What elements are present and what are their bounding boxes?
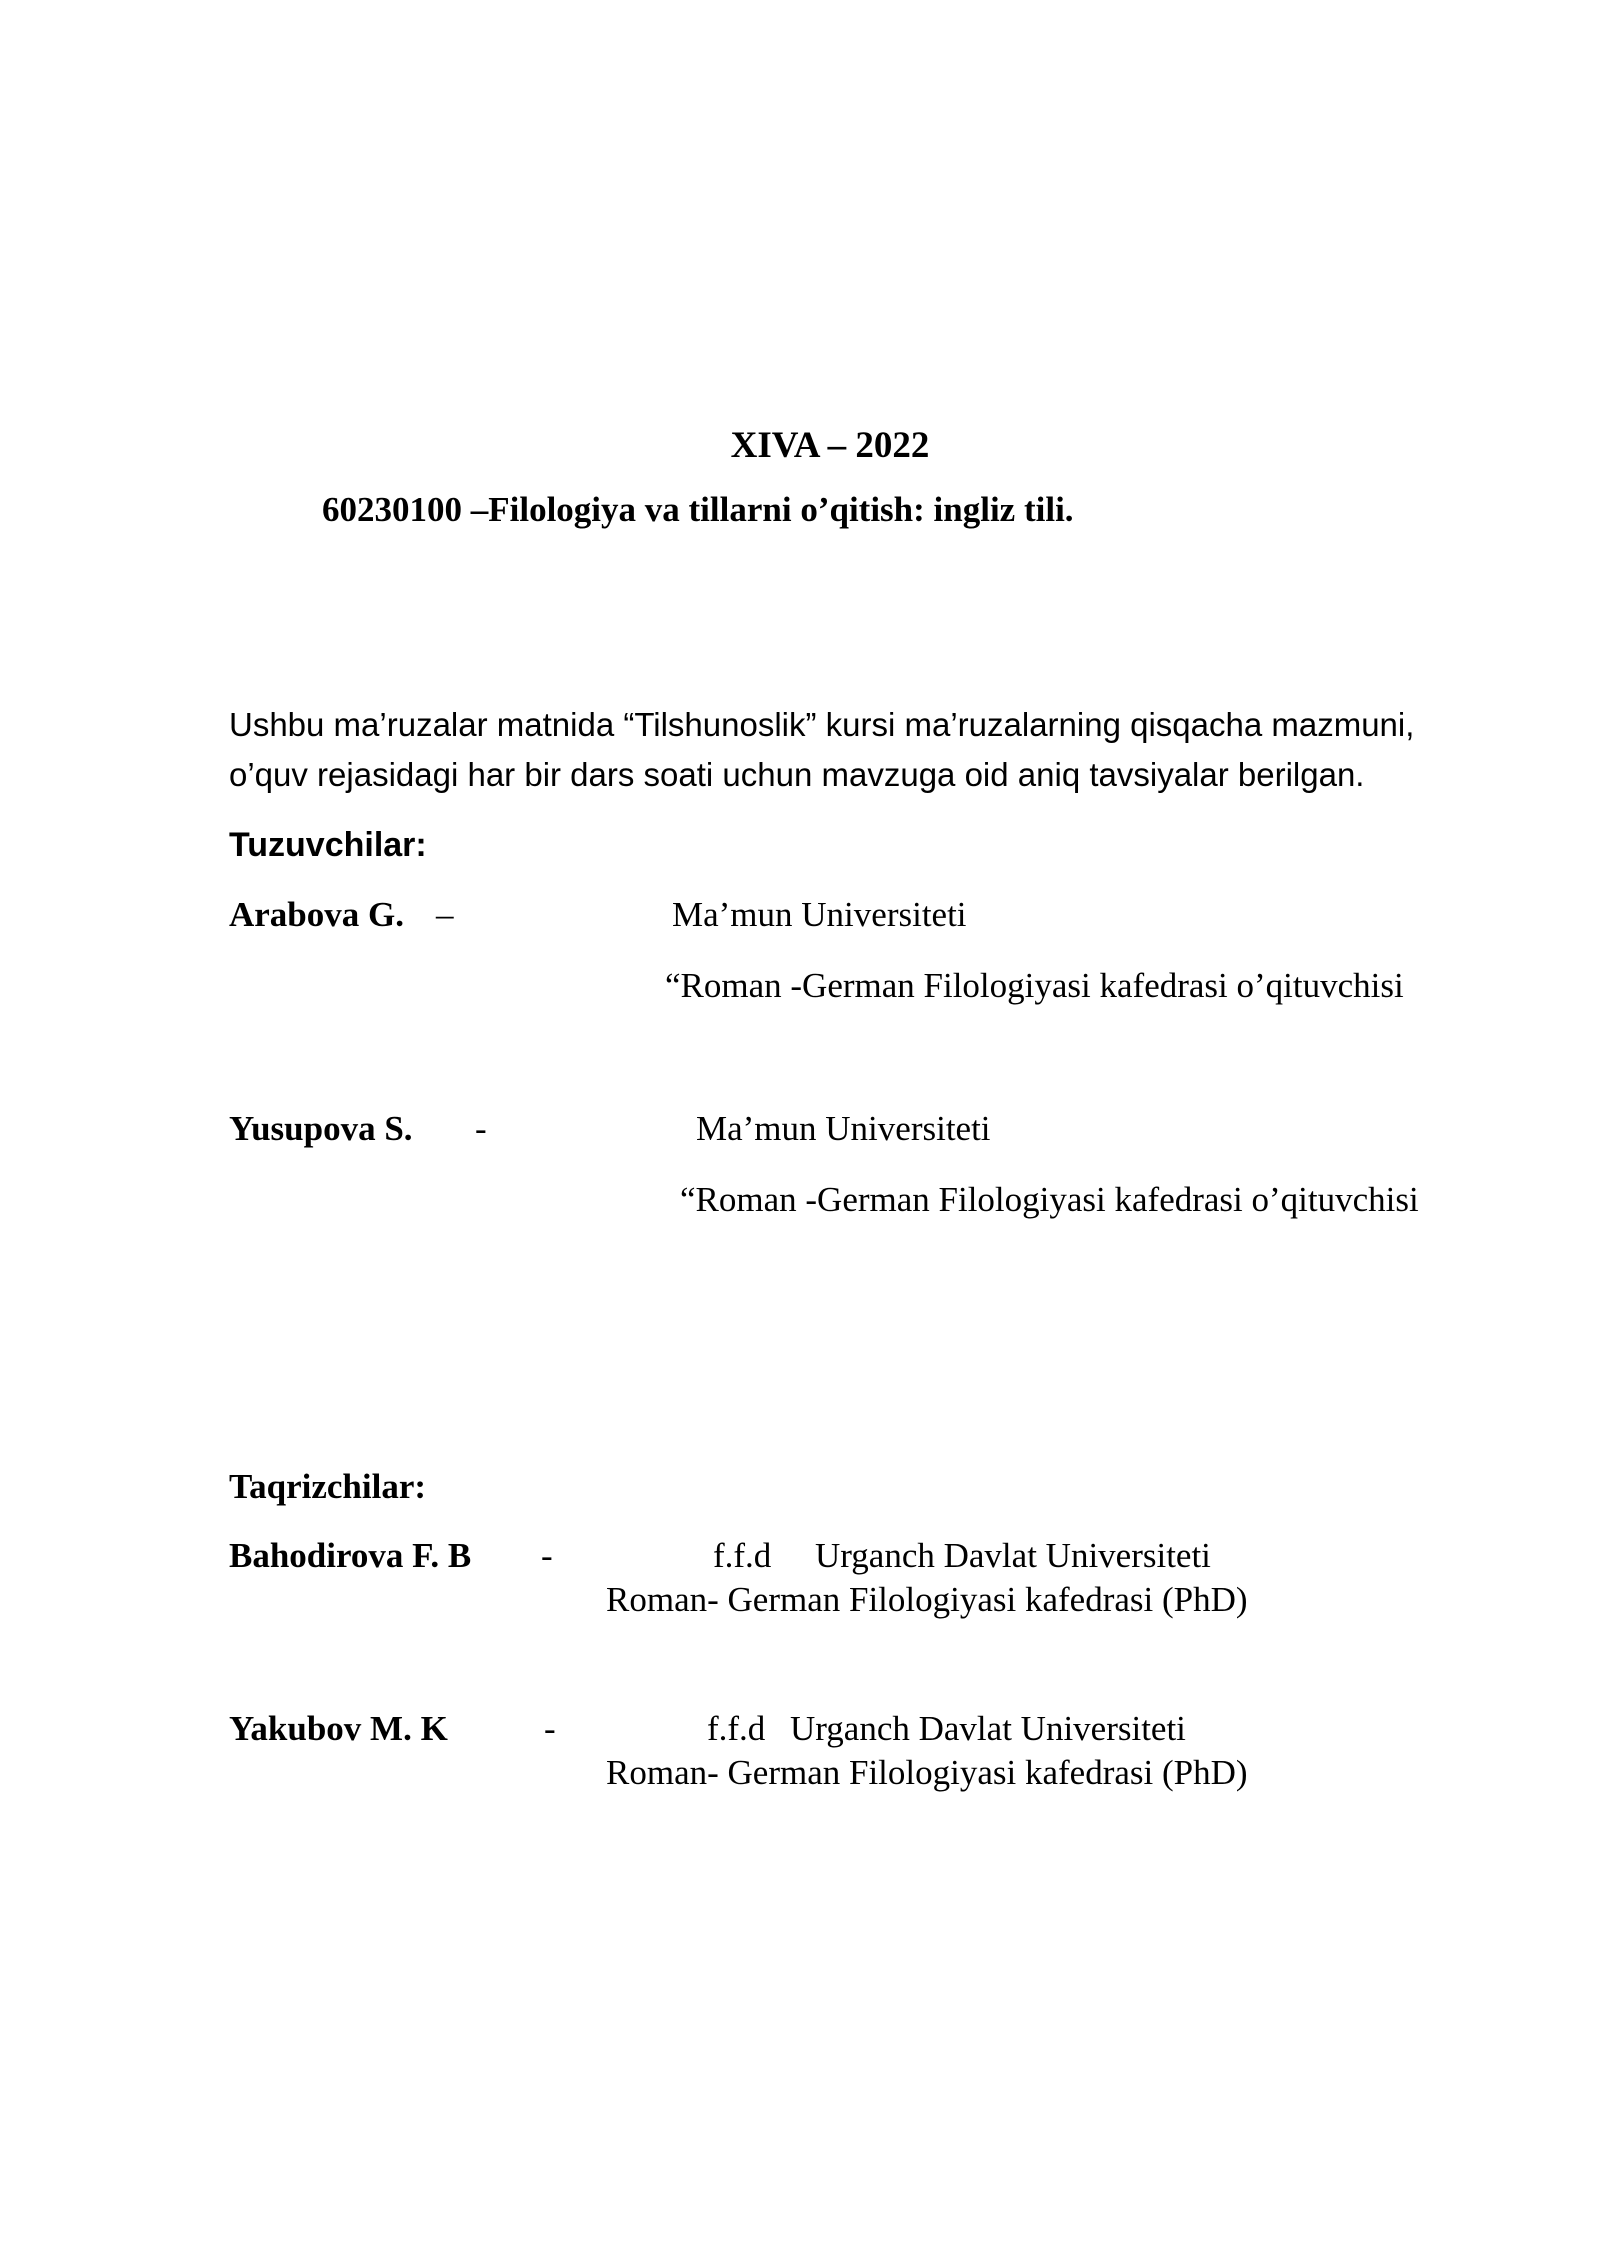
reviewer-name: Yakubov M. K [229,1709,448,1748]
authors-heading: Tuzuvchilar: [229,826,427,864]
program-title: 60230100 –Filologiya va tillarni o’qitish: ingliz tili. [322,490,1074,529]
intro-line: o’quv rejasidagi har bir dars soati uchun mavzuga oid aniq tavsiyalar berilgan. [229,756,1365,793]
reviewer-department: Roman- German Filologiyasi kafedrasi (PhD) [606,1580,1248,1619]
intro-paragraph [229,700,1529,800]
reviewer-dash: - [541,1536,553,1575]
reviewer-organization: Urganch Davlat Universiteti [790,1709,1186,1748]
reviewer-organization: Urganch Davlat Universiteti [815,1536,1211,1575]
author-organization: Ma’mun Universiteti [672,895,967,934]
author-name: Yusupova S. [229,1109,413,1148]
author-organization: Ma’mun Universiteti [696,1109,991,1148]
reviewer-department: Roman- German Filologiyasi kafedrasi (PhD) [606,1753,1248,1792]
author-dash: - [475,1109,487,1148]
author-dash: – [436,895,454,934]
reviewer-degree: f.f.d [713,1536,772,1575]
reviewer-dash: - [544,1709,556,1748]
reviewer-name: Bahodirova F. B [229,1536,472,1575]
author-position: “Roman -German Filologiyasi kafedrasi o’qituvchisi [665,966,1404,1005]
city-year-title: XIVA – 2022 [730,425,930,466]
reviewers-heading: Taqrizchilar: [229,1467,427,1506]
reviewer-degree: f.f.d [707,1709,766,1748]
intro-line: Ushbu ma’ruzalar matnida “Tilshunoslik” kursi ma’ruzalarning qisqacha mazmuni, [229,706,1415,743]
author-name: Arabova G. [229,895,404,934]
author-position: “Roman -German Filologiyasi kafedrasi o’qituvchisi [680,1180,1419,1219]
